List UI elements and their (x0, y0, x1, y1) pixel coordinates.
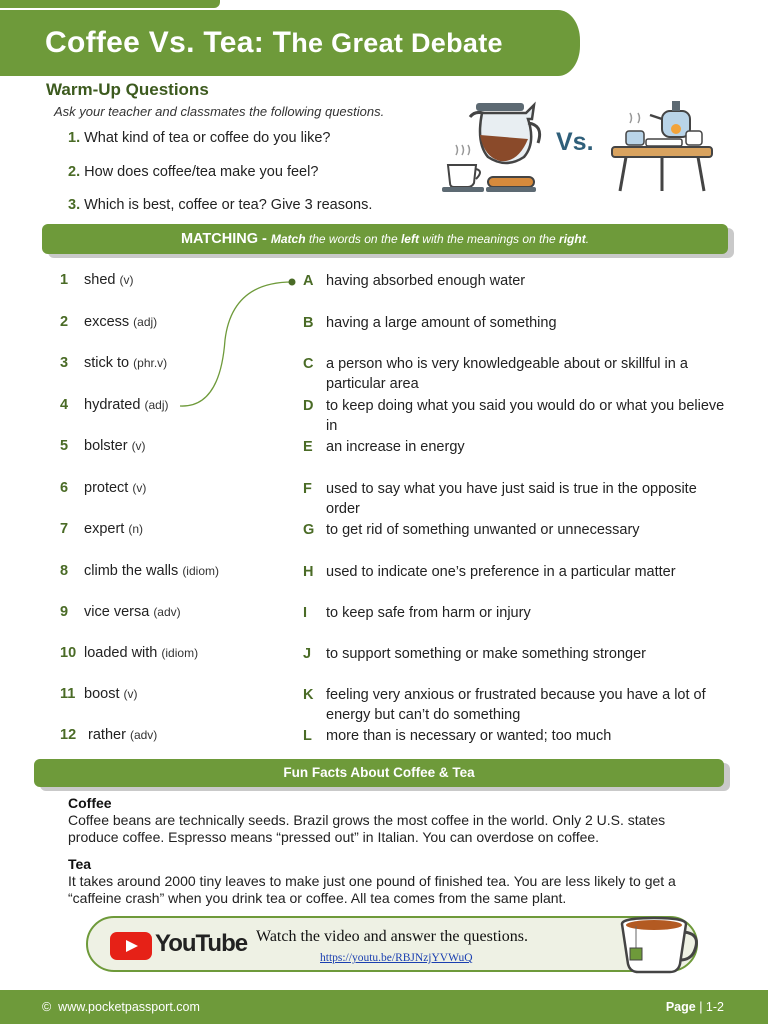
match-word: 12 rather (adv) (60, 727, 158, 743)
match-word: 6 protect (v) (60, 480, 147, 496)
tea-table-icon (612, 101, 712, 191)
warmup-question: 2. How does coffee/tea make you feel? (68, 164, 319, 180)
tea-facts-title: Tea (68, 856, 92, 872)
title-rest: he Great Debate (291, 28, 503, 58)
top-accent-strip (0, 0, 220, 8)
coffee-facts (68, 795, 718, 846)
warmup-question: 3. Which is best, coffee or tea? Give 3 reasons. (68, 197, 373, 213)
youtube-wordmark: YouTube (155, 930, 248, 957)
copyright-icon: © (42, 1000, 52, 1014)
warmup-instruction: Ask your teacher and classmates the following questions. (54, 104, 385, 119)
match-word: 7 expert (n) (60, 521, 144, 537)
coffee-cup-icon (442, 145, 484, 192)
video-instruction: Watch the video and answer the questions. (256, 928, 528, 945)
match-word: 10 loaded with (idiom) (60, 645, 199, 661)
page-title (45, 26, 503, 60)
coffee-pot-icon (470, 103, 540, 163)
footer-site (42, 1000, 200, 1014)
tea-cup-icon (614, 912, 706, 980)
match-definition: C a person who is very knowledgeable about or skillful in a particular area (303, 356, 688, 392)
title-main: Coffee Vs. Tea: T (45, 26, 292, 59)
vs-label: Vs. (556, 128, 594, 156)
coffee-facts-text: Coffee beans are technically seeds. Brazil grows the most coffee in the world. Only 2 U.S. states produce coffee. Espresso means “pressed out” in Italian. You can overdose on coffee. (68, 812, 666, 845)
tea-facts-text: It takes around 2000 tiny leaves to make just one pound of finished tea. You are less likely to get a “caffeine crash” when you drink tea or coffee. All tea comes from the same plant. (68, 873, 676, 906)
match-word: 11 boost (v) (60, 686, 138, 702)
match-definition: L more than is necessary or wanted; too much (303, 728, 612, 744)
site-url: www.pocketpassport.com (58, 1000, 200, 1014)
match-definition: A having absorbed enough water (303, 273, 526, 289)
match-word: 2 excess (adj) (60, 314, 158, 330)
match-word: 1 shed (v) (60, 272, 134, 288)
match-definition: I to keep safe from harm or injury (303, 605, 531, 621)
match-definition: B having a large amount of something (303, 315, 557, 331)
warmup-question: 1. What kind of tea or coffee do you like? (68, 130, 331, 146)
match-definition: G to get rid of something unwanted or unnecessary (303, 522, 640, 538)
match-connector-line (170, 270, 310, 420)
match-word: 3 stick to (phr.v) (60, 355, 168, 371)
match-definition: D to keep doing what you said you would do or what you believe in (303, 398, 725, 434)
coffee-facts-title: Coffee (68, 795, 112, 811)
video-link[interactable]: https://youtu.be/RBJNzjYVWuQ (320, 952, 473, 964)
page-number: Page | 1-2 (665, 1000, 724, 1014)
footer (0, 990, 768, 1024)
match-definition: E an increase in energy (303, 439, 465, 455)
match-word: 5 bolster (v) (60, 438, 146, 454)
match-word: 4 hydrated (adj) (60, 397, 169, 413)
fun-facts-bar: Fun Facts About Coffee & Tea (34, 759, 724, 787)
match-definition: J to support something or make something stronger (303, 646, 646, 662)
warmup-heading: Warm-Up Questions (46, 80, 209, 99)
matching-instructions-bar: MATCHING - Match the words on the left with the meanings on the right. (42, 224, 728, 254)
match-word: 9 vice versa (adv) (60, 604, 181, 620)
pastry-icon (486, 177, 536, 192)
match-definition: K feeling very anxious or frustrated because you have a lot of energy but can’t do something (303, 687, 706, 723)
tea-facts (68, 856, 718, 907)
youtube-play-icon (110, 932, 152, 960)
match-word: 8 climb the walls (idiom) (60, 563, 219, 579)
title-banner (0, 10, 580, 76)
match-definition: F used to say what you have just said is true in the opposite order (303, 481, 697, 517)
match-definition: H used to indicate one’s preference in a particular matter (303, 564, 676, 580)
